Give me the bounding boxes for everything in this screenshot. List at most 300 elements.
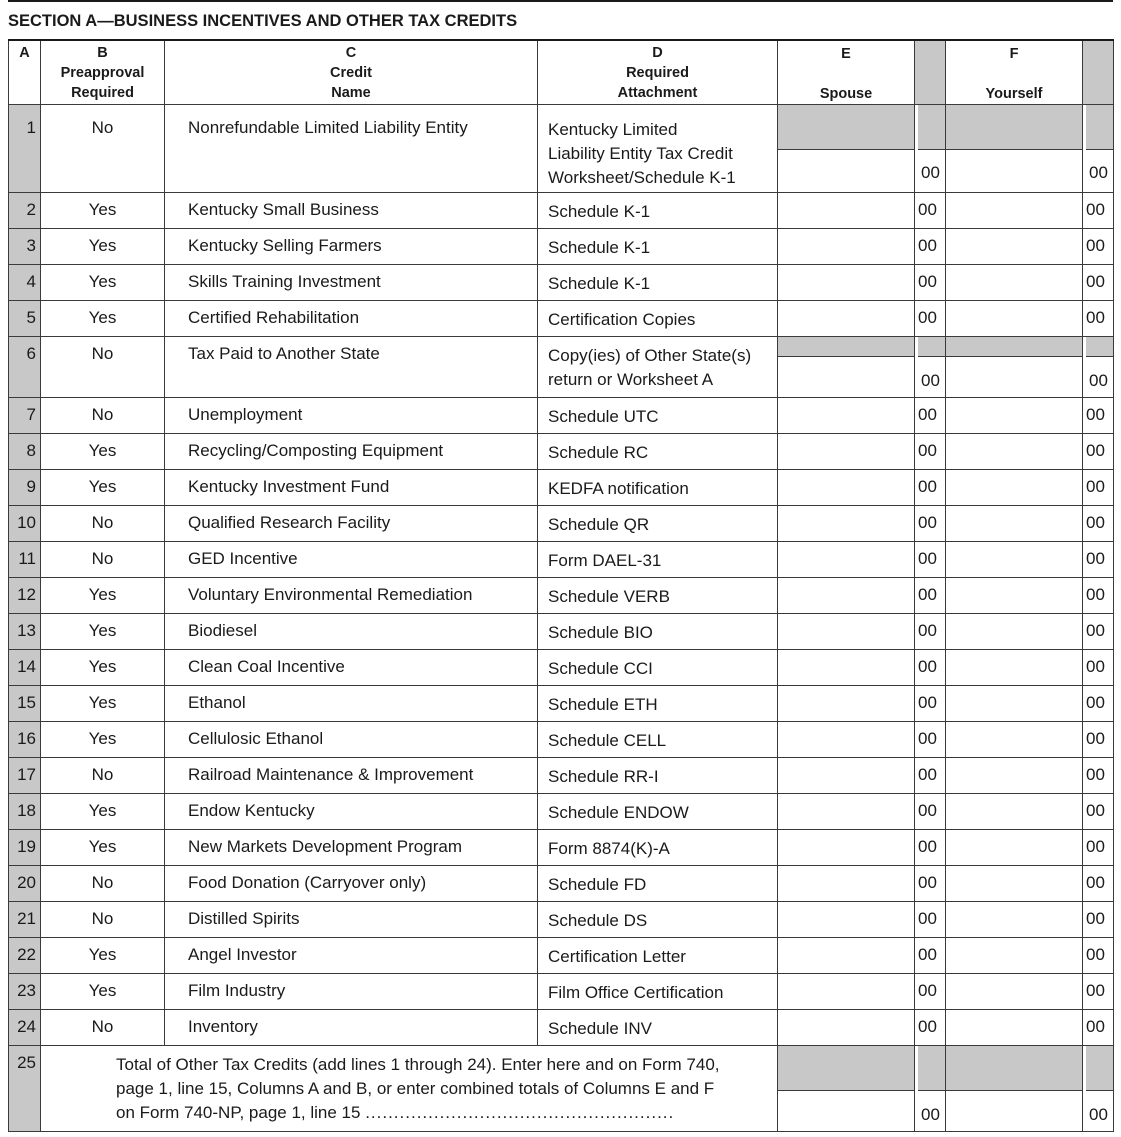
credit-name: Kentucky Small Business	[165, 192, 538, 228]
credit-row	[9, 793, 1114, 829]
line-number: 2	[9, 192, 41, 228]
line-number: 18	[9, 793, 41, 829]
yourself-cents: 00	[1083, 1009, 1114, 1045]
preapproval-cell: No	[41, 336, 165, 397]
line-number: 9	[9, 469, 41, 505]
shaded-block	[918, 1046, 945, 1091]
yourself-amount-input[interactable]	[946, 901, 1083, 937]
cents-text: 00	[1089, 370, 1108, 390]
spouse-amount-input[interactable]	[778, 1045, 915, 1131]
credit-name: Clean Coal Incentive	[165, 649, 538, 685]
spouse-cents: 00	[915, 973, 946, 1009]
spouse-cents: 00	[915, 469, 946, 505]
spouse-amount-input[interactable]	[778, 937, 915, 973]
attachment-line: Schedule QR	[548, 514, 650, 534]
spouse-amount-input[interactable]	[778, 541, 915, 577]
header-f-label: Yourself	[985, 85, 1043, 102]
line-number: 25	[9, 1045, 41, 1131]
spouse-amount-input[interactable]	[778, 577, 915, 613]
spouse-amount-input[interactable]	[778, 228, 915, 264]
required-attachment	[538, 793, 778, 829]
attachment-line: Schedule CELL	[548, 730, 667, 750]
shaded-block	[946, 1046, 1082, 1091]
header-b-line2: Required	[71, 85, 134, 101]
spouse-amount-input[interactable]	[778, 793, 915, 829]
required-attachment	[538, 1009, 778, 1045]
yourself-cents: 00	[1083, 433, 1114, 469]
yourself-amount-input[interactable]	[946, 104, 1083, 192]
yourself-amount-input[interactable]	[946, 757, 1083, 793]
yourself-cents	[1083, 104, 1114, 192]
yourself-amount-input[interactable]	[946, 300, 1083, 336]
attachment-line: Worksheet/Schedule K-1	[548, 167, 736, 187]
cents-text: 00	[921, 370, 940, 390]
header-c-letter: C	[345, 45, 357, 61]
header-e-letter: E	[841, 45, 851, 62]
spouse-cents	[915, 1045, 946, 1131]
yourself-cents: 00	[1083, 505, 1114, 541]
required-attachment	[538, 577, 778, 613]
spouse-cents: 00	[915, 685, 946, 721]
header-b-line1: Preapproval	[60, 65, 145, 81]
header-e-cents-shade	[915, 40, 946, 104]
yourself-amount-input[interactable]	[946, 264, 1083, 300]
yourself-cents: 00	[1083, 937, 1114, 973]
spouse-cents: 00	[915, 433, 946, 469]
yourself-amount-input[interactable]	[946, 469, 1083, 505]
required-attachment	[538, 649, 778, 685]
required-attachment	[538, 757, 778, 793]
attachment-line: Schedule CCI	[548, 658, 653, 678]
total-description	[41, 1045, 778, 1131]
required-attachment	[538, 901, 778, 937]
preapproval-cell: Yes	[41, 793, 165, 829]
credit-row	[9, 757, 1114, 793]
attachment-line: Schedule FD	[548, 874, 647, 894]
preapproval-cell: No	[41, 541, 165, 577]
yourself-amount-input[interactable]	[946, 433, 1083, 469]
credit-row	[9, 937, 1114, 973]
spouse-amount-input[interactable]	[778, 973, 915, 1009]
spouse-amount-input[interactable]	[778, 104, 915, 192]
spouse-amount-input[interactable]	[778, 192, 915, 228]
yourself-amount-input[interactable]	[946, 973, 1083, 1009]
yourself-cents: 00	[1083, 901, 1114, 937]
yourself-amount-input[interactable]	[946, 541, 1083, 577]
required-attachment	[538, 937, 778, 973]
line-number: 16	[9, 721, 41, 757]
yourself-amount-input[interactable]	[946, 937, 1083, 973]
yourself-amount-input[interactable]	[946, 649, 1083, 685]
yourself-cents	[1083, 336, 1114, 397]
shaded-block	[918, 337, 945, 357]
required-attachment	[538, 973, 778, 1009]
spouse-amount-input[interactable]	[778, 865, 915, 901]
credit-name: Voluntary Environmental Remediation	[165, 577, 538, 613]
credit-row	[9, 577, 1114, 613]
yourself-amount-input[interactable]	[946, 505, 1083, 541]
credit-name: Kentucky Investment Fund	[165, 469, 538, 505]
spouse-cents: 00	[915, 901, 946, 937]
credit-name: Food Donation (Carryover only)	[165, 865, 538, 901]
credit-row	[9, 397, 1114, 433]
required-attachment	[538, 300, 778, 336]
attachment-line: Film Office Certification	[548, 982, 724, 1002]
shaded-block	[778, 1046, 914, 1091]
section-title: SECTION A—BUSINESS INCENTIVES AND OTHER TAX CREDITS	[8, 12, 518, 30]
header-row	[9, 40, 1114, 104]
spouse-amount-input[interactable]	[778, 901, 915, 937]
credit-name: Angel Investor	[165, 937, 538, 973]
credit-name: Biodiesel	[165, 613, 538, 649]
spouse-cents: 00	[915, 649, 946, 685]
required-attachment	[538, 505, 778, 541]
header-col-a	[9, 40, 41, 104]
header-f-cents-shade	[1083, 40, 1114, 104]
spouse-cents: 00	[915, 865, 946, 901]
spouse-cents	[915, 336, 946, 397]
line-number: 19	[9, 829, 41, 865]
preapproval-cell: No	[41, 1009, 165, 1045]
attachment-line: Schedule INV	[548, 1018, 652, 1038]
credit-row	[9, 829, 1114, 865]
cents-text: 00	[921, 1104, 940, 1124]
yourself-amount-input[interactable]	[946, 685, 1083, 721]
header-col-e	[778, 40, 915, 104]
credit-name: Film Industry	[165, 973, 538, 1009]
line-number: 5	[9, 300, 41, 336]
spouse-amount-input[interactable]	[778, 685, 915, 721]
yourself-cents: 00	[1083, 228, 1114, 264]
spouse-amount-input[interactable]	[778, 397, 915, 433]
credit-row	[9, 541, 1114, 577]
yourself-cents: 00	[1083, 300, 1114, 336]
header-d-line2: Attachment	[617, 85, 698, 101]
yourself-amount-input[interactable]	[946, 336, 1083, 397]
spouse-cents: 00	[915, 541, 946, 577]
attachment-line: Schedule DS	[548, 910, 648, 930]
line-number: 12	[9, 577, 41, 613]
spouse-cents: 00	[915, 1009, 946, 1045]
required-attachment	[538, 397, 778, 433]
credit-row	[9, 104, 1114, 192]
spouse-cents: 00	[915, 228, 946, 264]
preapproval-cell: Yes	[41, 613, 165, 649]
spouse-cents: 00	[915, 757, 946, 793]
credit-row	[9, 336, 1114, 397]
yourself-cents: 00	[1083, 264, 1114, 300]
attachment-line: Liability Entity Tax Credit	[548, 143, 733, 163]
shaded-block	[918, 105, 945, 150]
preapproval-cell: Yes	[41, 649, 165, 685]
attachment-line: Schedule K-1	[548, 201, 651, 221]
spouse-cents: 00	[915, 721, 946, 757]
credit-row	[9, 973, 1114, 1009]
attachment-line: return or Worksheet A	[548, 369, 714, 389]
credit-name: Certified Rehabilitation	[165, 300, 538, 336]
credits-table	[8, 39, 1114, 1132]
attachment-line: Schedule VERB	[548, 586, 670, 606]
line-number: 13	[9, 613, 41, 649]
yourself-cents: 00	[1083, 829, 1114, 865]
spouse-amount-input[interactable]	[778, 721, 915, 757]
yourself-cents: 00	[1083, 865, 1114, 901]
line-number: 21	[9, 901, 41, 937]
preapproval-cell: Yes	[41, 469, 165, 505]
required-attachment	[538, 336, 778, 397]
required-attachment	[538, 469, 778, 505]
shaded-block	[778, 105, 914, 150]
required-attachment	[538, 104, 778, 192]
line-number: 4	[9, 264, 41, 300]
credit-name: Nonrefundable Limited Liability Entity	[165, 104, 538, 192]
credit-name: Skills Training Investment	[165, 264, 538, 300]
yourself-cents	[1083, 1045, 1114, 1131]
header-d-line1: Required	[626, 65, 689, 81]
yourself-amount-input[interactable]	[946, 865, 1083, 901]
yourself-cents: 00	[1083, 721, 1114, 757]
line-number: 10	[9, 505, 41, 541]
yourself-amount-input[interactable]	[946, 613, 1083, 649]
shaded-block	[946, 105, 1082, 150]
yourself-cents: 00	[1083, 973, 1114, 1009]
credit-row	[9, 300, 1114, 336]
line-number: 8	[9, 433, 41, 469]
cents-text: 00	[1089, 1104, 1108, 1124]
attachment-line: Schedule ENDOW	[548, 802, 689, 822]
yourself-cents: 00	[1083, 649, 1114, 685]
line-number: 1	[9, 104, 41, 192]
attachment-line: Kentucky Limited	[548, 119, 678, 139]
yourself-cents: 00	[1083, 192, 1114, 228]
header-c-line1: Credit	[330, 65, 372, 81]
required-attachment	[538, 721, 778, 757]
attachment-line: KEDFA notification	[548, 478, 689, 498]
spouse-cents: 00	[915, 937, 946, 973]
credit-name: Cellulosic Ethanol	[165, 721, 538, 757]
yourself-cents: 00	[1083, 613, 1114, 649]
line-number: 11	[9, 541, 41, 577]
spouse-amount-input[interactable]	[778, 469, 915, 505]
line-number: 22	[9, 937, 41, 973]
credit-row	[9, 1009, 1114, 1045]
total-row	[9, 1045, 1114, 1131]
spouse-cents: 00	[915, 505, 946, 541]
total-text-line-3: on Form 740-NP, page 1, line 15	[116, 1102, 361, 1122]
preapproval-cell: Yes	[41, 937, 165, 973]
spouse-cents: 00	[915, 793, 946, 829]
header-a-letter: A	[19, 45, 30, 61]
attachment-line: Schedule BIO	[548, 622, 653, 642]
spouse-amount-input[interactable]	[778, 300, 915, 336]
spouse-cents: 00	[915, 264, 946, 300]
total-text-line-1: Total of Other Tax Credits (add lines 1 through 24). Enter here and on Form 740,	[116, 1054, 720, 1074]
required-attachment	[538, 228, 778, 264]
preapproval-cell: Yes	[41, 433, 165, 469]
shaded-block	[946, 337, 1082, 357]
credit-name: Kentucky Selling Farmers	[165, 228, 538, 264]
credit-row	[9, 469, 1114, 505]
credit-row	[9, 685, 1114, 721]
spouse-amount-input[interactable]	[778, 336, 915, 397]
spouse-amount-input[interactable]	[778, 649, 915, 685]
preapproval-cell: Yes	[41, 721, 165, 757]
preapproval-cell: Yes	[41, 577, 165, 613]
spouse-amount-input[interactable]	[778, 1009, 915, 1045]
spouse-cents: 00	[915, 300, 946, 336]
credit-name: Unemployment	[165, 397, 538, 433]
required-attachment	[538, 192, 778, 228]
credit-name: Inventory	[165, 1009, 538, 1045]
yourself-amount-input[interactable]	[946, 829, 1083, 865]
cents-text: 00	[921, 162, 940, 182]
credit-name: New Markets Development Program	[165, 829, 538, 865]
credit-name: Distilled Spirits	[165, 901, 538, 937]
preapproval-cell: Yes	[41, 685, 165, 721]
header-col-d	[538, 40, 778, 104]
spouse-cents	[915, 104, 946, 192]
attachment-line: Form 8874(K)-A	[548, 838, 670, 858]
required-attachment	[538, 433, 778, 469]
spouse-amount-input[interactable]	[778, 433, 915, 469]
credit-row	[9, 649, 1114, 685]
yourself-cents: 00	[1083, 577, 1114, 613]
required-attachment	[538, 264, 778, 300]
attachment-line: Form DAEL-31	[548, 550, 662, 570]
yourself-cents: 00	[1083, 793, 1114, 829]
shaded-block	[778, 337, 914, 357]
credit-row	[9, 865, 1114, 901]
preapproval-cell: No	[41, 901, 165, 937]
attachment-line: Schedule RR-I	[548, 766, 659, 786]
line-number: 6	[9, 336, 41, 397]
credit-row	[9, 721, 1114, 757]
header-col-f	[946, 40, 1083, 104]
credit-name: Recycling/Composting Equipment	[165, 433, 538, 469]
preapproval-cell: No	[41, 865, 165, 901]
header-col-c	[165, 40, 538, 104]
yourself-amount-input[interactable]	[946, 397, 1083, 433]
credit-row	[9, 192, 1114, 228]
shaded-block	[1086, 1046, 1113, 1091]
yourself-cents: 00	[1083, 541, 1114, 577]
credit-row	[9, 613, 1114, 649]
spouse-amount-input[interactable]	[778, 757, 915, 793]
line-number: 17	[9, 757, 41, 793]
credits-table-body	[9, 104, 1114, 1045]
shaded-block	[1086, 337, 1113, 357]
line-number: 15	[9, 685, 41, 721]
yourself-amount-input[interactable]	[946, 793, 1083, 829]
credit-row	[9, 433, 1114, 469]
credit-name: Tax Paid to Another State	[165, 336, 538, 397]
preapproval-cell: No	[41, 505, 165, 541]
preapproval-cell: Yes	[41, 228, 165, 264]
attachment-line: Schedule UTC	[548, 406, 659, 426]
total-text-line-2: page 1, line 15, Columns A and B, or enter combined totals of Columns E and F	[116, 1078, 715, 1098]
attachment-line: Certification Letter	[548, 946, 686, 966]
yourself-cents: 00	[1083, 397, 1114, 433]
preapproval-cell: Yes	[41, 973, 165, 1009]
spouse-amount-input[interactable]	[778, 505, 915, 541]
attachment-line: Schedule RC	[548, 442, 649, 462]
top-rule	[8, 0, 1113, 2]
credit-name: GED Incentive	[165, 541, 538, 577]
yourself-amount-input[interactable]	[946, 721, 1083, 757]
required-attachment	[538, 685, 778, 721]
credit-row	[9, 505, 1114, 541]
header-e-label: Spouse	[819, 85, 873, 102]
yourself-amount-input[interactable]	[946, 1009, 1083, 1045]
line-number: 3	[9, 228, 41, 264]
yourself-cents: 00	[1083, 685, 1114, 721]
attachment-line: Copy(ies) of Other State(s)	[548, 345, 752, 365]
spouse-amount-input[interactable]	[778, 829, 915, 865]
preapproval-cell: No	[41, 397, 165, 433]
yourself-amount-input[interactable]	[946, 577, 1083, 613]
required-attachment	[538, 541, 778, 577]
preapproval-cell: No	[41, 757, 165, 793]
preapproval-cell: Yes	[41, 829, 165, 865]
credit-row	[9, 264, 1114, 300]
credit-name: Qualified Research Facility	[165, 505, 538, 541]
yourself-amount-input[interactable]	[946, 192, 1083, 228]
line-number: 7	[9, 397, 41, 433]
spouse-amount-input[interactable]	[778, 264, 915, 300]
attachment-line: Schedule K-1	[548, 273, 651, 293]
line-number: 24	[9, 1009, 41, 1045]
credit-name: Endow Kentucky	[165, 793, 538, 829]
line-number: 14	[9, 649, 41, 685]
yourself-amount-input[interactable]	[946, 1045, 1083, 1131]
required-attachment	[538, 613, 778, 649]
attachment-line: Certification Copies	[548, 309, 696, 329]
credit-row	[9, 901, 1114, 937]
spouse-cents: 00	[915, 192, 946, 228]
preapproval-cell: No	[41, 104, 165, 192]
preapproval-cell: Yes	[41, 192, 165, 228]
credit-row	[9, 228, 1114, 264]
line-number: 23	[9, 973, 41, 1009]
spouse-cents: 00	[915, 829, 946, 865]
cents-text: 00	[1089, 162, 1108, 182]
yourself-cents: 00	[1083, 469, 1114, 505]
header-b-letter: B	[97, 45, 108, 61]
dot-leader: ......................................................	[365, 1102, 675, 1122]
attachment-line: Schedule K-1	[548, 237, 651, 257]
spouse-cents: 00	[915, 577, 946, 613]
header-col-b	[41, 40, 165, 104]
required-attachment	[538, 865, 778, 901]
yourself-amount-input[interactable]	[946, 228, 1083, 264]
attachment-line: Schedule ETH	[548, 694, 658, 714]
spouse-cents: 00	[915, 613, 946, 649]
required-attachment	[538, 829, 778, 865]
line-number: 20	[9, 865, 41, 901]
spouse-cents: 00	[915, 397, 946, 433]
preapproval-cell: Yes	[41, 300, 165, 336]
header-f-letter: F	[1009, 45, 1019, 62]
header-c-line2: Name	[331, 85, 371, 101]
preapproval-cell: Yes	[41, 264, 165, 300]
credit-name: Railroad Maintenance & Improvement	[165, 757, 538, 793]
yourself-cents: 00	[1083, 757, 1114, 793]
credit-name: Ethanol	[165, 685, 538, 721]
spouse-amount-input[interactable]	[778, 613, 915, 649]
header-d-letter: D	[652, 45, 663, 61]
total-body	[9, 1045, 1114, 1131]
shaded-block	[1086, 105, 1113, 150]
